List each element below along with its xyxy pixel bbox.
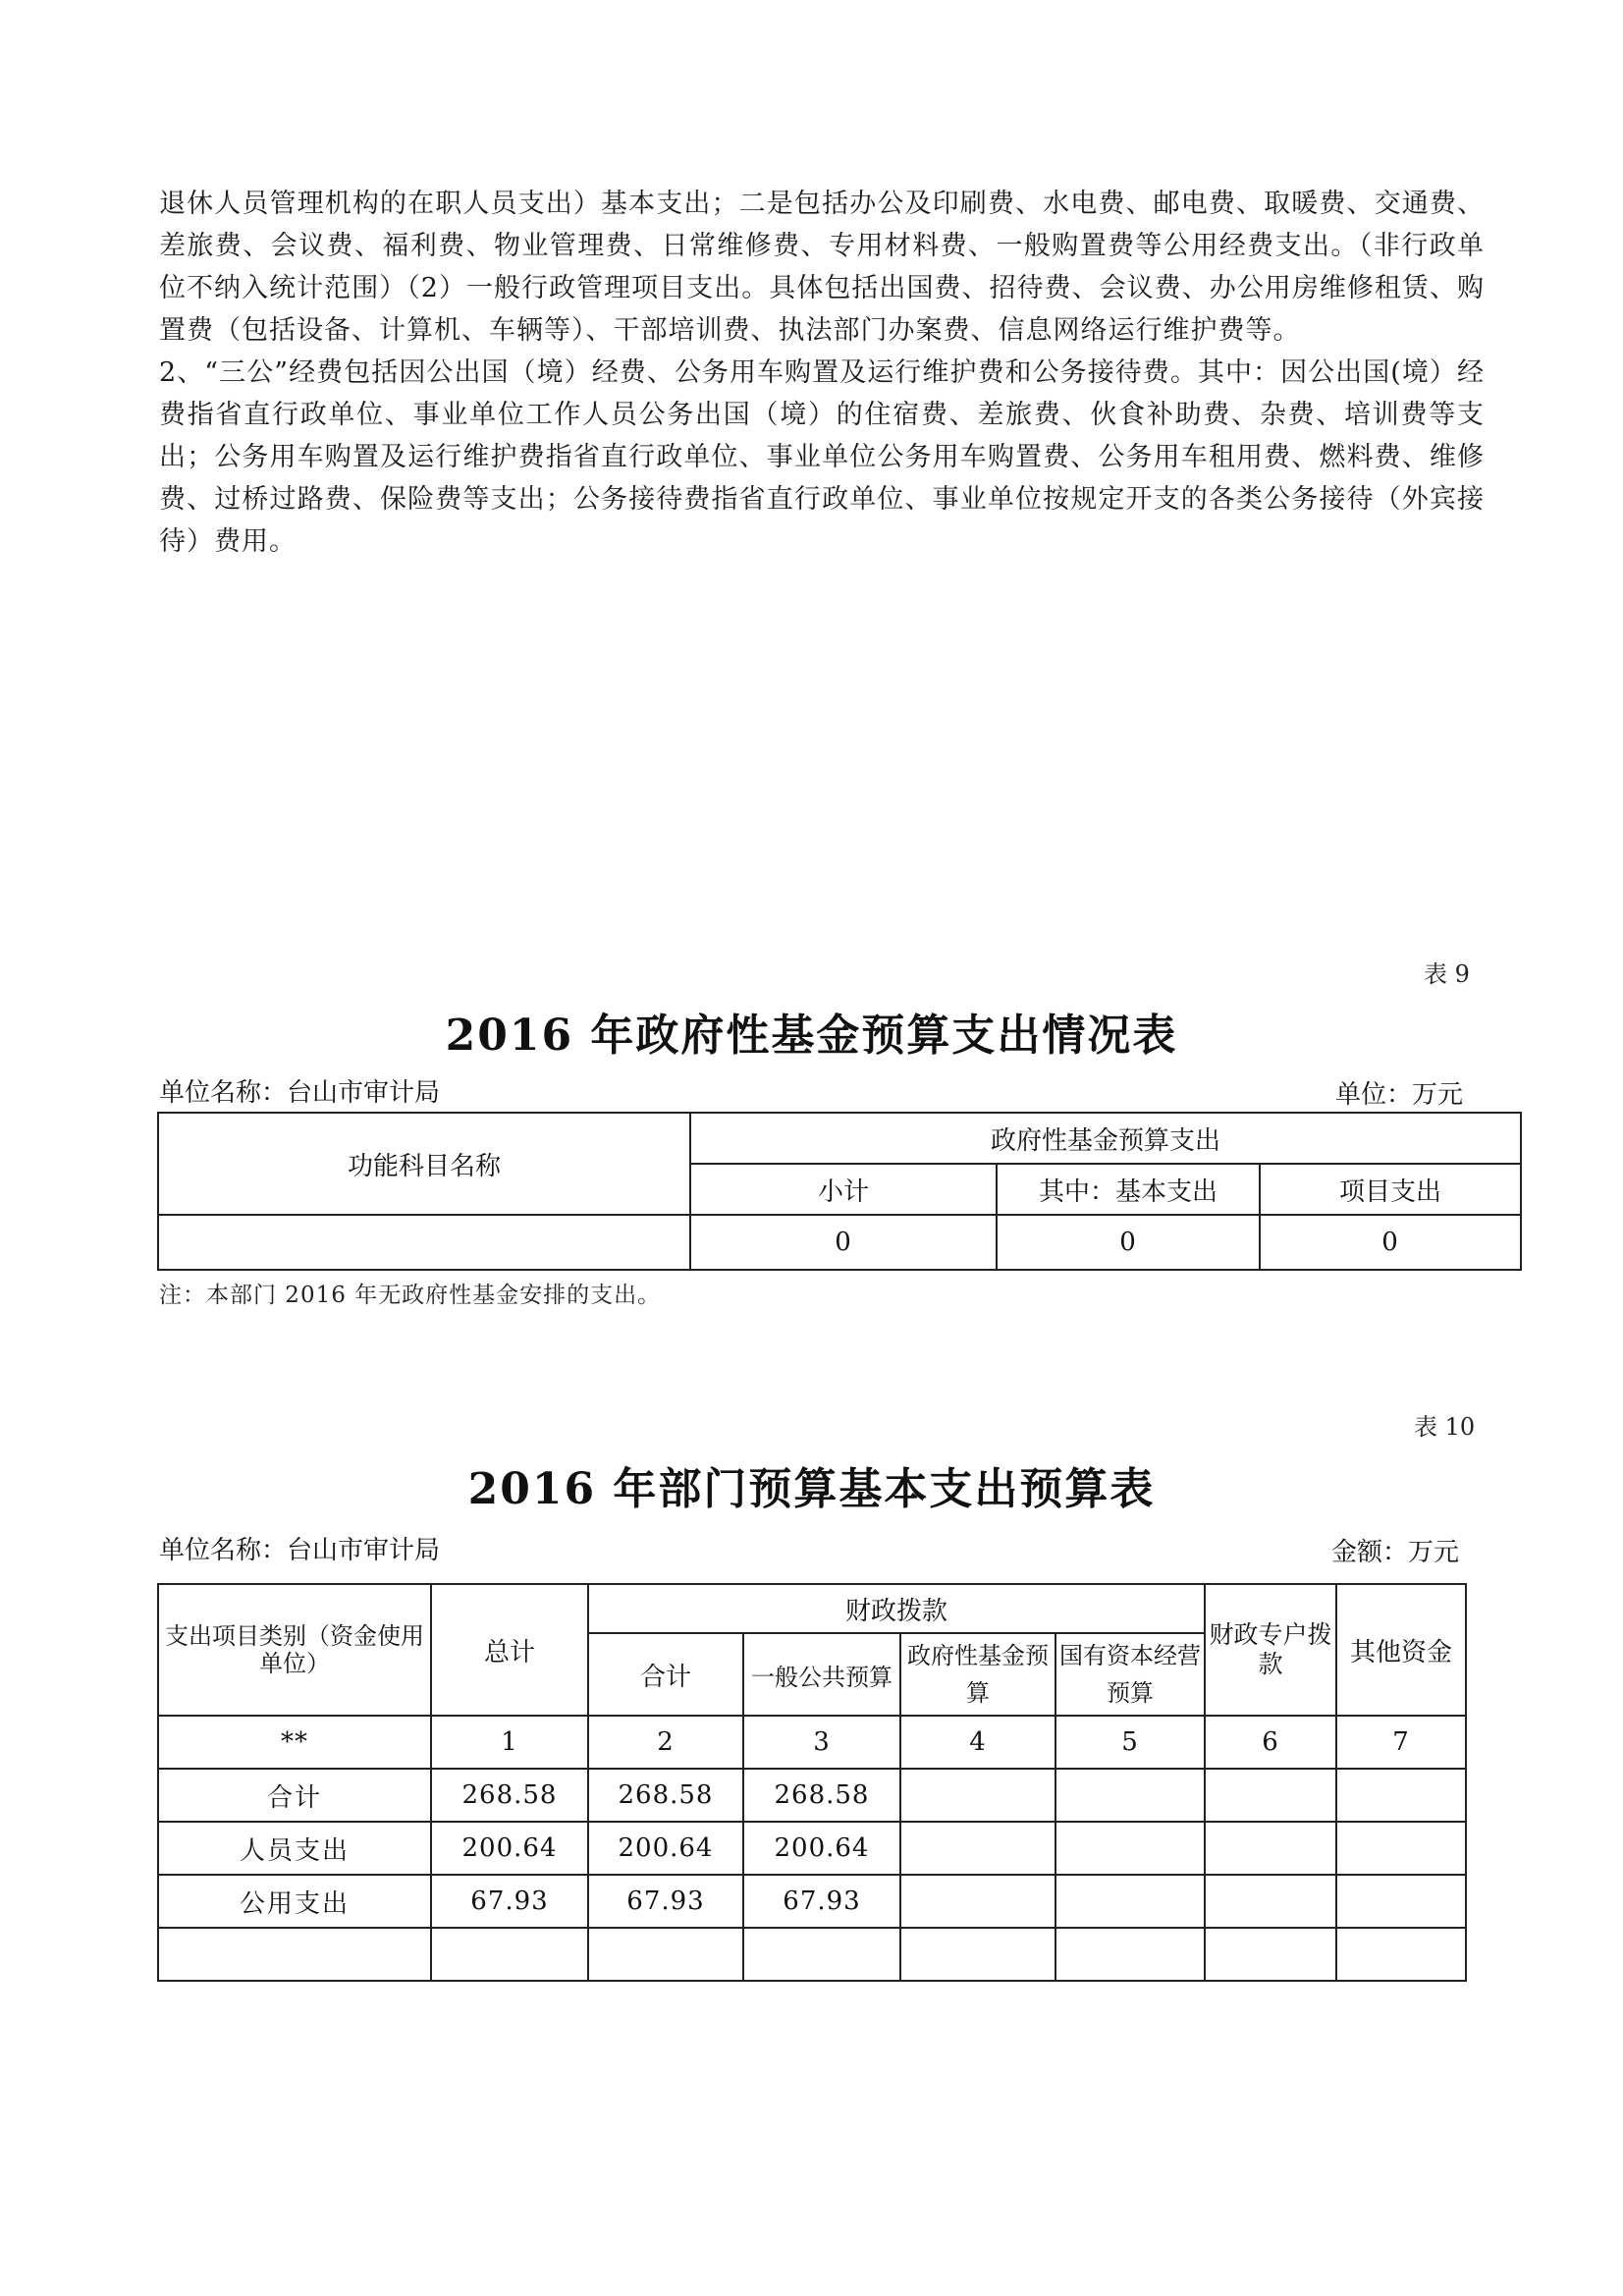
table10-header-special: 财政专户拨款 (1205, 1584, 1336, 1716)
table9-header-group: 政府性基金预算支出 (690, 1113, 1521, 1164)
table10-cell (1055, 1875, 1205, 1928)
table10-cell: 200.64 (431, 1822, 588, 1875)
table9-value-subtotal: 0 (690, 1215, 997, 1270)
table9-value-basic: 0 (997, 1215, 1260, 1270)
table10-index-5: 5 (1055, 1716, 1205, 1769)
table10-cell (1205, 1928, 1336, 1981)
table10-cell (1336, 1769, 1466, 1822)
table10-cell (1336, 1928, 1466, 1981)
table10-cell: 200.64 (743, 1822, 900, 1875)
table9 (157, 1112, 1522, 1271)
table10-cell (1055, 1928, 1205, 1981)
table10-cell: 200.64 (588, 1822, 743, 1875)
table10-cell: 67.93 (743, 1875, 900, 1928)
table10-cell (900, 1822, 1055, 1875)
table10-header-general: 一般公共预算 (743, 1633, 900, 1716)
table9-row-name (158, 1215, 690, 1270)
table9-number: 表 9 (1424, 960, 1470, 988)
table10-cell: 67.93 (588, 1875, 743, 1928)
table-row (158, 1769, 1466, 1822)
table10-unit: 金额：万元 (1331, 1538, 1460, 1567)
table-row (158, 1875, 1466, 1928)
table10-unit-name: 单位名称：台山市审计局 (159, 1536, 441, 1565)
table10-row-label: 公用支出 (158, 1875, 431, 1928)
table10-title: 2016 年部门预算基本支出预算表 (467, 1464, 1156, 1514)
table10-index-2: 2 (588, 1716, 743, 1769)
table10-cell (900, 1769, 1055, 1822)
table10-index-3: 3 (743, 1716, 900, 1769)
table10-cell (1205, 1822, 1336, 1875)
table10-header-category: 支出项目类别（资金使用单位） (158, 1584, 431, 1716)
table10-cell (1055, 1769, 1205, 1822)
table9-unit-name: 单位名称：台山市审计局 (159, 1078, 441, 1108)
table10-header-group: 财政拨款 (588, 1584, 1205, 1633)
table10-cell (1336, 1875, 1466, 1928)
table10 (157, 1583, 1467, 1982)
table10-cell: 268.58 (588, 1769, 743, 1822)
table9-note: 注：本部门 2016 年无政府性基金安排的支出。 (159, 1283, 662, 1308)
table9-header-project: 项目支出 (1260, 1164, 1521, 1215)
table10-cell (1055, 1822, 1205, 1875)
table10-number: 表 10 (1414, 1413, 1476, 1441)
table9-header-subtotal: 小计 (690, 1164, 997, 1215)
table10-index-7: 7 (1336, 1716, 1466, 1769)
table10-cell (431, 1928, 588, 1981)
table10-cell (900, 1875, 1055, 1928)
table10-cell: 67.93 (431, 1875, 588, 1928)
table10-header-other: 其他资金 (1336, 1584, 1466, 1716)
table10-index-6: 6 (1205, 1716, 1336, 1769)
intro-paragraph-1: 退休人员管理机构的在职人员支出）基本支出；二是包括办公及印刷费、水电费、邮电费、取暖费、交通费、差旅费、会议费、福利费、物业管理费、日常维修费、专用材料费、一般购置费等公用经费支出。（非行政单位不纳入统计范围）（2）一般行政管理项目支出。具体包括出国费、招待费、会议费、办公用房维修租赁、购置费（包括设备、计算机、车辆等）、干部培训费、执法部门办案费、信息网络运行维护费等。 (159, 189, 1485, 346)
table10-cell (743, 1928, 900, 1981)
table9-header-basic: 其中：基本支出 (997, 1164, 1260, 1215)
table9-title: 2016 年政府性基金预算支出情况表 (445, 1011, 1178, 1061)
table10-row-label: 人员支出 (158, 1822, 431, 1875)
table10-cell: 268.58 (743, 1769, 900, 1822)
table10-header-stateowned: 国有资本经营预算 (1055, 1633, 1205, 1716)
table10-cell (1336, 1822, 1466, 1875)
table10-index-4: 4 (900, 1716, 1055, 1769)
table10-index-1: 1 (431, 1716, 588, 1769)
table10-row-label: 合计 (158, 1769, 431, 1822)
table10-header-govfund: 政府性基金预算 (900, 1633, 1055, 1716)
table-row (158, 1928, 1466, 1981)
intro-paragraph-2: 2、“三公”经费包括因公出国（境）经费、公务用车购置及运行维护费和公务接待费。其中：因公出国(境）经费指省直行政单位、事业单位工作人员公务出国（境）的住宿费、差旅费、伙食补助费、杂费、培训费等支出；公务用车购置及运行维护费指省直行政单位、事业单位公务用车购置费、公务用车租用费、燃料费、维修费、过桥过路费、保险费等支出；公务接待费指省直行政单位、事业单位按规定开支的各类公务接待（外宾接待）费用。 (159, 357, 1485, 557)
table10-header-sum: 合计 (588, 1633, 743, 1716)
table10-row-label (158, 1928, 431, 1981)
intro-text (159, 183, 1485, 563)
table10-cell (1205, 1875, 1336, 1928)
table-row (158, 1822, 1466, 1875)
table9-value-project: 0 (1260, 1215, 1521, 1270)
table10-index-0: ** (158, 1716, 431, 1769)
table9-header-name: 功能科目名称 (158, 1113, 690, 1215)
table9-unit: 单位：万元 (1335, 1080, 1464, 1110)
table10-cell (1205, 1769, 1336, 1822)
table10-cell (588, 1928, 743, 1981)
table10-cell: 268.58 (431, 1769, 588, 1822)
table10-header-total: 总计 (431, 1584, 588, 1716)
table10-cell (900, 1928, 1055, 1981)
